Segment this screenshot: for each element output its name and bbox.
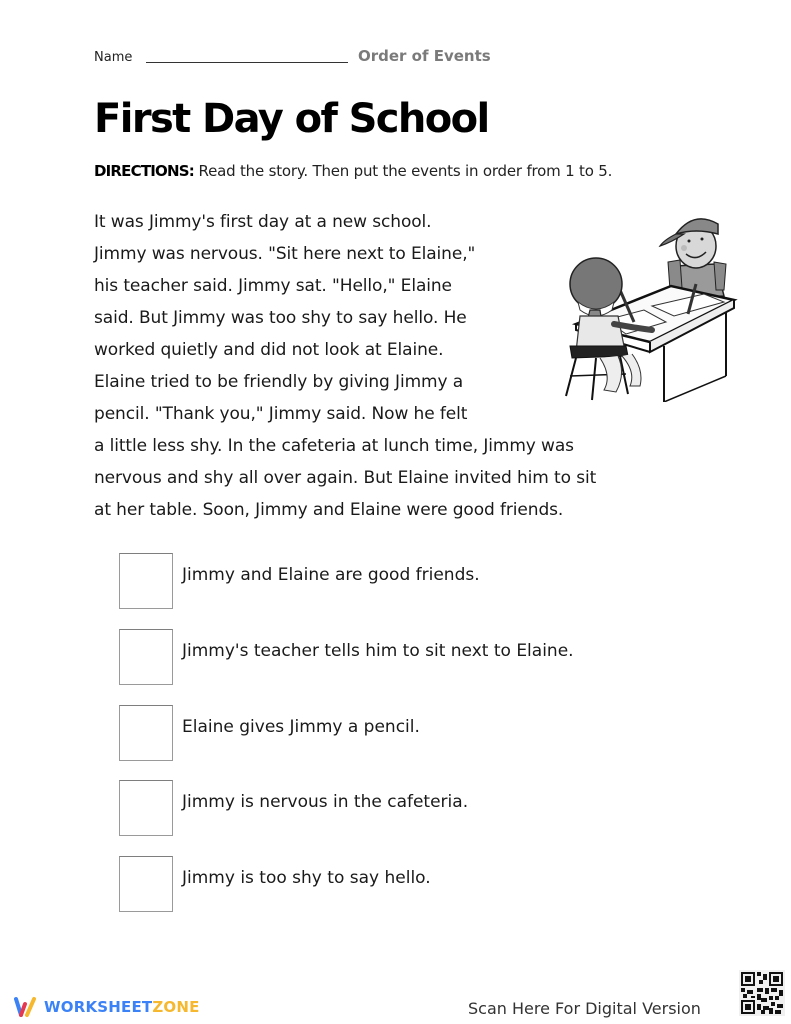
order-answer-box[interactable] — [119, 856, 173, 912]
story-line: a little less shy. In the cafeteria at lunch time, Jimmy was — [94, 436, 574, 456]
order-answer-box[interactable] — [119, 705, 173, 761]
event-item — [119, 553, 679, 611]
story-line: Jimmy was nervous. "Sit here next to Elaine," — [94, 244, 476, 264]
story-line: at her table. Soon, Jimmy and Elaine were good friends. — [94, 500, 564, 520]
directions-label: DIRECTIONS: — [94, 162, 194, 180]
event-text: Elaine gives Jimmy a pencil. — [182, 717, 420, 737]
qr-code-icon[interactable] — [739, 970, 785, 1016]
directions — [94, 162, 612, 180]
story-line: nervous and shy all over again. But Elaine invited him to sit — [94, 468, 597, 488]
name-label: Name — [94, 50, 133, 65]
story-line: pencil. "Thank you," Jimmy said. Now he felt — [94, 404, 468, 424]
order-answer-box[interactable] — [119, 780, 173, 836]
event-item — [119, 705, 679, 763]
story-line: It was Jimmy's first day at a new school. — [94, 212, 432, 232]
directions-text: Read the story. Then put the events in order from 1 to 5. — [193, 162, 613, 180]
logo-text: WORKSHEETZONE — [44, 998, 200, 1016]
event-item — [119, 856, 679, 914]
students-at-desk-illustration — [556, 206, 742, 402]
name-input-line[interactable] — [146, 62, 348, 63]
worksheet-subject: Order of Events — [358, 47, 491, 65]
story-line: his teacher said. Jimmy sat. "Hello," Elaine — [94, 276, 452, 296]
event-text: Jimmy is nervous in the cafeteria. — [182, 792, 469, 812]
worksheetzone-logo-icon — [14, 996, 38, 1018]
order-answer-box[interactable] — [119, 553, 173, 609]
event-text: Jimmy's teacher tells him to sit next to Elaine. — [182, 641, 574, 661]
event-item — [119, 780, 679, 838]
page-title: First Day of School — [94, 96, 489, 142]
story-line: Elaine tried to be friendly by giving Jimmy a — [94, 372, 464, 392]
story-line: worked quietly and did not look at Elaine. — [94, 340, 444, 360]
event-item — [119, 629, 679, 687]
scan-here-text: Scan Here For Digital Version — [468, 999, 701, 1018]
order-answer-box[interactable] — [119, 629, 173, 685]
event-text: Jimmy and Elaine are good friends. — [182, 565, 480, 585]
event-text: Jimmy is too shy to say hello. — [182, 868, 431, 888]
worksheetzone-logo[interactable] — [14, 996, 200, 1018]
story-line: said. But Jimmy was too shy to say hello. He — [94, 308, 467, 328]
